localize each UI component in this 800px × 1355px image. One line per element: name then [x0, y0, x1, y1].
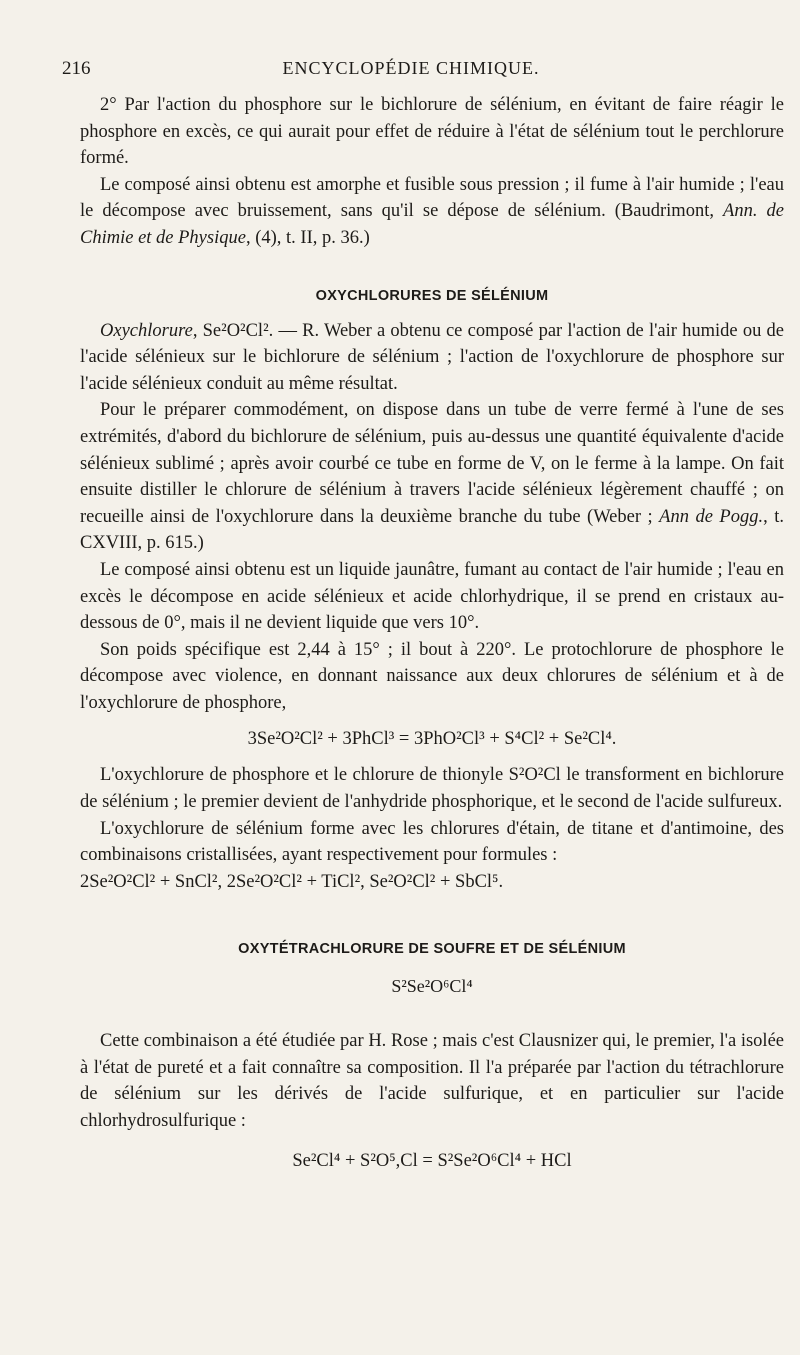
term-oxychlorure: Oxychlorure: [100, 320, 193, 341]
paragraph-8-formulas: 2Se²O²Cl² + SnCl², 2Se²O²Cl² + TiCl², Se²O²Cl² + SbCl⁵.: [80, 871, 504, 892]
paragraph-8: L'oxychlorure de sélénium forme avec les chlorures d'étain, de titane et d'antimoine, des combinaisons cristallisées, ayant respectivement pour formules :: [80, 818, 784, 866]
paragraph-4-text-b: , t. CXVIII, p. 615.): [80, 506, 785, 554]
paragraph-4-text-a: Pour le préparer commodément, on dispose dans un tube de verre fermé à l'une de ses extrémités, d'abord du bichlorure de sélénium, puis au-dessus une quantité équivalente d'acide sélénieux sublimé ; après avoir courbé ce tube en forme de V, on le ferme à la lampe. On fait ensuite distiller le chlorure de sélénium à travers l'acide sélénieux légèrement chauffé ; on recueille ainsi de l'oxychlorure dans la deuxième branche du tube (Weber ;: [80, 400, 784, 527]
page-header: [62, 58, 760, 82]
paragraph-2-text-b: , (4), t. II, p. 36.): [245, 227, 370, 248]
paragraph-6: Son poids spécifique est 2,44 à 15° ; il bout à 220°. Le protochlorure de phosphore le décompose avec violence, en donnant naissance aux deux chlorures de sélénium et à de l'oxychlorure de phosphore,: [80, 639, 784, 713]
equation-1: 3Se²O²Cl² + 3PhCl³ = 3PhO²Cl³ + S⁴Cl² + Se²Cl⁴.: [247, 729, 617, 750]
paragraph-5: Le composé ainsi obtenu est un liquide jaunâtre, fumant au contact de l'air humide ; l'eau en excès le décompose en acide sélénieux et acide chlorhydrique, il se prend en cristaux au-dessous de 0°, mais il ne devient liquide que vers 10°.: [80, 559, 784, 634]
page-body: [80, 92, 784, 1174]
paragraph-1: 2° Par l'action du phosphore sur le bichlorure de sélénium, en évitant de faire réagir le phosphore en excès, ce qui aurait pour effet de réduire à l'état de sélénium tout le perchlorure formé.: [80, 95, 784, 169]
equation-2: Se²Cl⁴ + S²O⁵,Cl = S²Se²O⁶Cl⁴ + HCl: [292, 1151, 572, 1172]
paragraph-7: L'oxychlorure de phosphore et le chlorure de thionyle S²O²Cl le transforment en bichlorure de sélénium ; le premier devient de l'anhydride phosphorique, et le second de l'acide sulfureux.: [80, 765, 784, 813]
paragraph-3: [80, 318, 784, 398]
paragraph-4: [80, 397, 784, 557]
section-title-oxytetrachlorure: OXYTÉTRACHLORURE DE SOUFRE ET DE SÉLÉNIUM: [238, 941, 626, 958]
paragraph-3-text: , Se²O²Cl². — R. Weber a obtenu ce composé par l'action de l'air humide ou de l'acide sélénieux sur le bichlorure de sélénium ; l'action de l'oxychlorure de phosphore sur l'acide sélénieux conduit au même résultat.: [80, 320, 784, 394]
paragraph-2: [80, 172, 784, 252]
compound-formula: S²Se²O⁶Cl⁴: [391, 976, 473, 997]
journal-citation: Ann. de Chimie et de Physique: [80, 201, 784, 248]
paragraph-2-text-a: Le composé ainsi obtenu est amorphe et fusible sous pression ; il fume à l'air humide ; l'eau le décompose avec bruissement, sans qu'il se dépose de sélénium. (Baudrimont,: [80, 174, 784, 222]
page-number: 216: [62, 58, 91, 79]
section-title-oxychlorures: OXYCHLORURES DE SÉLÉNIUM: [315, 287, 549, 304]
running-title: ENCYCLOPÉDIE CHIMIQUE.: [282, 58, 540, 78]
paragraph-9: Cette combinaison a été étudiée par H. Rose ; mais c'est Clausnizer qui, le premier, l'a isolée à l'état de pureté et a fait connaître sa composition. Il l'a préparée par l'action du tétrachlorure de sélénium sur les dérivés de l'acide sulfurique, et en particulier sur l'acide chlorhydrosulfurique :: [80, 1031, 784, 1131]
journal-citation-pogg: Ann de Pogg.: [659, 506, 764, 527]
